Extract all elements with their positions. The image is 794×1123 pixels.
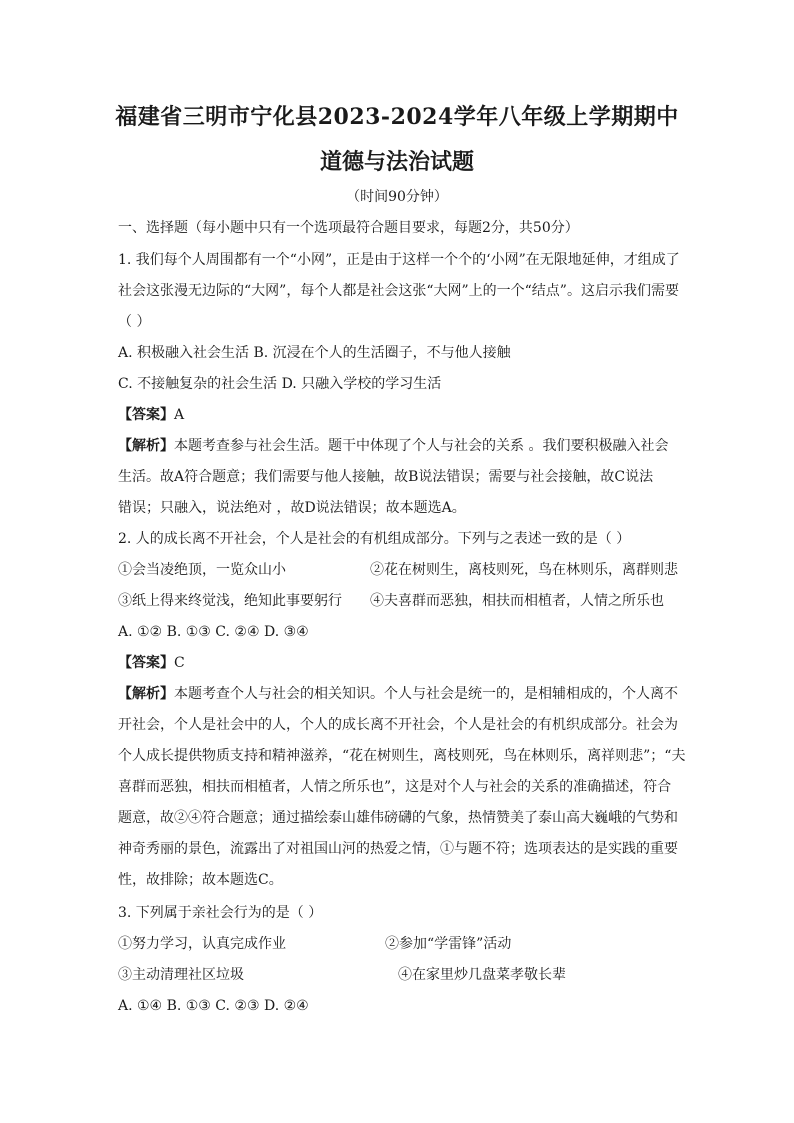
q2-analysis-line3: 个人成长提供物质支持和精神滋养，“花在树则生，离枝则死，鸟在林则乐，离祥则悲”；“夫: [118, 748, 686, 764]
q1-stem-line3: （ ）: [118, 314, 151, 330]
q1-analysis-label: 【解析】: [118, 438, 174, 454]
section-heading: 一、选择题（每小题中只有一个选项最符合题目要求，每题2分，共50分）: [118, 220, 579, 236]
q1-stem-line2: 社会这张漫无边际的“大网”，每个人都是社会这张“大网”上的一个“结点”。这启示我们需要: [118, 283, 679, 299]
q2-item-4: ④夫喜群而恶独，相扶而相植者，人情之所乐也: [370, 593, 664, 609]
q1-options-line1: A. 积极融入社会生活 B. 沉浸在个人的生活圈子，不与他人接触: [118, 345, 511, 361]
q1-analysis-line2: 生活。故A符合题意；我们需要与他人接触，故B说法错误；需要与社会接触，故C说法: [118, 469, 654, 485]
q2-analysis-label: 【解析】: [118, 686, 174, 702]
exam-time-note: （时间90分钟）: [346, 189, 448, 205]
exam-title-line1: 福建省三明市宁化县2023-2024学年八年级上学期期中: [115, 104, 679, 130]
q2-answer-value: C: [174, 655, 185, 671]
q2-stem: 2. 人的成长离不开社会，个人是社会的有机组成部分。下列与之表述一致的是（ ）: [118, 531, 631, 547]
q1-analysis-text1: 本题考查参与社会生活。题干中体现了个人与社会的关系 。我们要积极融入社会: [174, 438, 669, 454]
q2-item-1: ①会当凌绝顶，一览众山小: [118, 562, 286, 578]
q2-analysis-line2: 开社会，个人是社会中的人，个人的成长离不开社会，个人是社会的有机织成部分。社会为: [118, 717, 678, 733]
q1-stem-line1: 1. 我们每个人周围都有一个“小网”，正是由于这样一个个的‘小网”在无限地延伸，才组成了: [118, 252, 680, 268]
q2-analysis-line4: 喜群而恶独，相扶而相植者，人情之所乐也”，这是对个人与社会的关系的准确描述，符合: [118, 779, 672, 795]
q2-options: A. ①② B. ①③ C. ②④ D. ③④: [118, 624, 309, 640]
q2-answer: [118, 653, 185, 673]
q2-answer-label: 【答案】: [118, 655, 174, 671]
q2-analysis-text1: 本题考查个人与社会的相关知识。个人与社会是统一的，是相辅相成的，个人离不: [174, 686, 678, 702]
q1-analysis-line1: [118, 436, 668, 456]
exam-title-line2: 道德与法治试题: [319, 149, 474, 175]
q2-analysis-line6: 神奇秀丽的景色，流露出了对祖国山河的热爱之情，①与题不符；选项表达的是实践的重要: [118, 841, 678, 857]
q1-analysis-line3: 错误；只融入，说法绝对 ，故D说法错误；故本题选A。: [118, 500, 466, 516]
q1-answer-value: A: [174, 407, 185, 423]
q3-item-3: ③主动清理社区垃圾: [118, 967, 244, 983]
q2-analysis-line5: 题意，故②④符合题意；通过描绘泰山雄伟磅礴的气象，热情赞美了泰山高大巍峨的气势和: [118, 810, 678, 826]
q2-analysis-line7: 性，故排除；故本题选C。: [118, 872, 283, 888]
q2-item-2: ②花在树则生，离枝则死，鸟在林则乐，离群则悲: [370, 562, 678, 578]
q2-item-3: ③纸上得来终觉浅，绝知此事要躬行: [118, 593, 342, 609]
q1-answer: [118, 405, 184, 425]
q1-answer-label: 【答案】: [118, 407, 174, 423]
q2-analysis-line1: [118, 684, 678, 704]
q3-item-2: ②参加“学雷锋”活动: [385, 936, 512, 952]
q3-item-1: ①努力学习，认真完成作业: [118, 936, 286, 952]
q1-options-line2: C. 不接触复杂的社会生活 D. 只融入学校的学习生活: [118, 376, 442, 392]
q3-item-4: ④在家里炒几盘菜孝敬长辈: [398, 967, 566, 983]
q3-stem: 3. 下列属于亲社会行为的是（ ）: [118, 905, 323, 921]
q3-options: A. ①④ B. ①③ C. ②③ D. ②④: [118, 998, 309, 1014]
